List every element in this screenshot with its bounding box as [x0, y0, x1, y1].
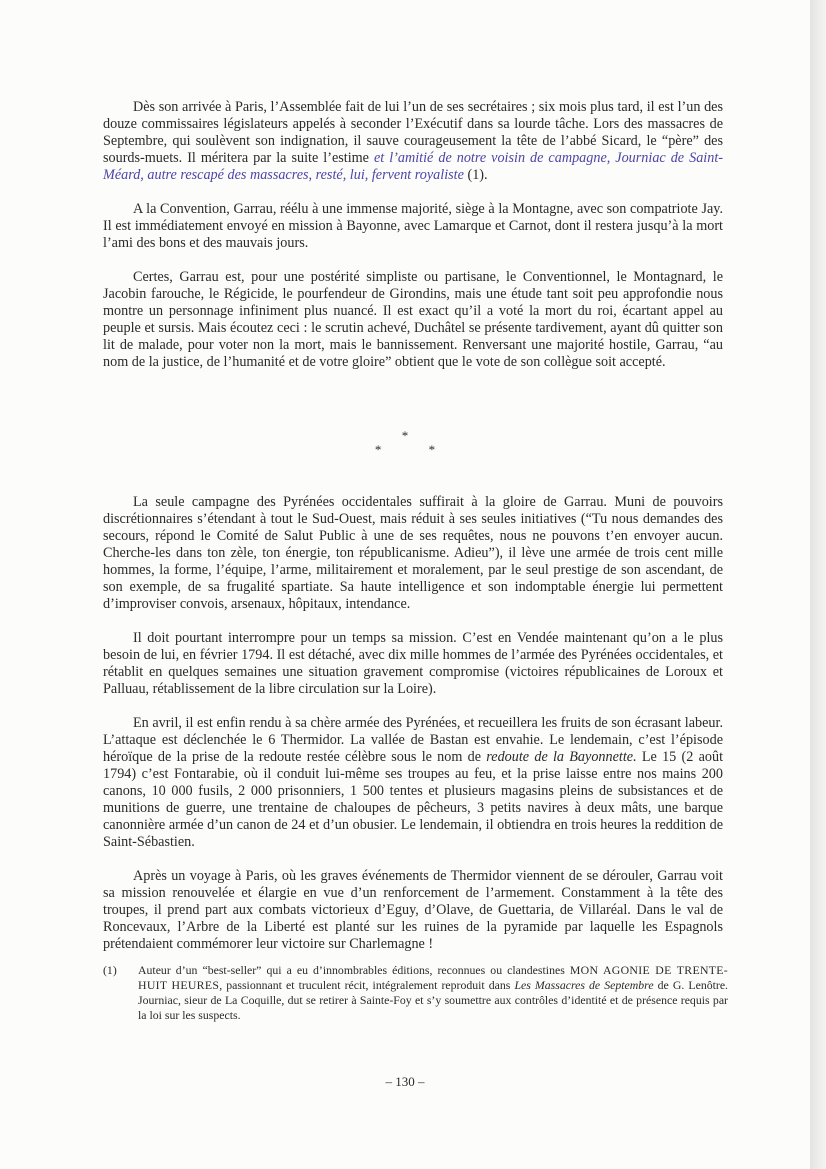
text-run: A la Convention, Garrau, réélu à une immense majorité, siège à la Montagne, avec son compatriote Jay. Il est immédiatement envoyé en mission à Bayonne, avec Lamarque et Carnot, dont il restera jusqu’à la mort l’ami des bons et des mauvais jours.: [103, 201, 723, 251]
text-run: et l’amitié de notre voisin de campagne, Journiac de Saint-Méard, autre rescapé des massacres, resté, lui, fervent royaliste: [103, 150, 723, 183]
body-text-bottom: [103, 494, 723, 953]
paragraph: [103, 269, 723, 371]
paragraph: [103, 868, 723, 953]
paragraph: [103, 715, 723, 851]
footnote-run: MON AGONIE DE TRENTE-HUIT HEURES: [138, 963, 729, 992]
text-run: Certes, Garrau est, pour une postérité simpliste ou partisane, le Conventionnel, le Montagnard, le Jacobin farouche, le Régicide, le pourfendeur de Girondins, mais une étude tant soit peu approfondie nous montre un personnage infiniment plus nuancé. Il est exact qu’il a voté la mort du roi, écartant appel au peuple et sursis. Mais écoutez ceci : le scrutin achevé, Duchâtel se présente tardivement, ayant dû quitter son lit de malade, pour voter non la mort, mais le bannissement. Renversant une majorité hostile, Garrau, “au nom de la justice, de l’humanité et de votre gloire” obtient que le vote de son collègue soit accepté.: [103, 269, 723, 370]
text-run: La seule campagne des Pyrénées occidentales suffirait à la gloire de Garrau. Muni de pouvoirs discrétionnaires s’étendant à tout le Sud-Ouest, mais réduit à ses seules initiatives (“Tu nous demandes des secours, répond le Comité de Salut Public à une de ses requêtes, nous ne pouvons t’en envoyer aucun. Cherche-les dans ton zèle, ton énergie, ton républicanisme. Adieu”), il lève une armée de trois cent mille hommes, la forme, l’équipe, l’arme, militairement et moralement, par le seul prestige de son ascendant, de son exemple, de sa frugalité spartiate. Sa haute intelligence et son indomptable énergie lui permettent d’improviser convois, arsenaux, hôpitaux, intendance.: [103, 494, 723, 612]
text-run: Après un voyage à Paris, où les graves événements de Thermidor viennent de se dérouler, Garrau voit sa mission renouvelée et élargie en vue d’un renforcement de l’armement. Constamment à la tête des troupes, il prend part aux combats victorieux d’Eguy, d’Olave, de Guettaria, de Villaréal. Dans le val de Roncevaux, l’Arbre de la Liberté est planté sur les ruines de la pyramide par laquelle les Espagnols prétendaient commémorer leur victoire sur Charlemagne !: [103, 868, 723, 952]
paragraph: [103, 201, 723, 252]
text-run: Dès son arrivée à Paris, l’Assemblée fait de lui l’un de ses secrétaires ; six mois plus tard, il est l’un des douze commissaires législateurs appelés à seconder l’Exécutif dans sa lourde tâche. Lors des massacres de Septembre, qui soulèvent son indignation, il sauve courageusement la tête de l’abbé Sicard, le “père” des sourds-muets. Il méritera par la suite l’estime: [103, 99, 723, 166]
paragraph: [103, 630, 723, 698]
footnote-text: [138, 963, 728, 1023]
page-edge: [810, 0, 826, 1169]
text-run: Le 15 (2 août 1794) c’est Fontarabie, où il conduit lui-même ses troupes au feu, et la prise laisse entre nos mains 200 canons, 10 000 fusils, 2 000 prisonniers, 1 500 tentes et plusieurs magasins pleins de subsistances et de munitions de guerre, une trentaine de chaloupes de pêcheurs, 3 petits navires à deux mâts, une barque canonnière armée d’un canon de 24 et d’un obusier. Le lendemain, il obtiendra en trois heures la reddition de Saint-Sébastien.: [103, 749, 724, 850]
separator-star-top: *: [401, 428, 409, 443]
text-run: En avril, il est enfin rendu à sa chère armée des Pyrénées, et recueillera les fruits de son écrasant labeur. L’attaque est déclenchée le 6 Thermidor. La vallée de Bastan est envahie. Le lendemain, c’est l’épisode héroïque de la prise de la redoute restée célèbre sous le nom de: [103, 715, 723, 765]
paragraph: [103, 494, 723, 613]
page-number: – 130 –: [385, 1074, 425, 1089]
paragraph: [103, 99, 723, 184]
body-text-top: [103, 99, 723, 371]
text-run: redoute de la Bayonnette.: [486, 749, 637, 765]
footnote-run: , passionnant et truculent récit, intégralement reproduit dans: [219, 978, 515, 992]
footnote-run: Les Massacres de Septembre: [514, 978, 654, 992]
text-run: (1).: [463, 167, 488, 183]
footnote: [103, 963, 728, 1023]
text-run: Il doit pourtant interrompre pour un temps sa mission. C’est en Vendée maintenant qu’on a le plus besoin de lui, en février 1794. Il est détaché, avec dix mille hommes de l’armée des Pyrénées occidentales, et rétablit en quelques semaines une situation gravement compromise (victoires républicaines de Loroux et Palluau, rétablissement de la libre circulation sur la Loire).: [103, 630, 723, 697]
footnote-run: Auteur d’un “best-seller” qui a eu d’innombrables éditions, reconnues ou clandestines: [138, 963, 570, 977]
separator-stars-bottom: * *: [374, 442, 458, 457]
footnote-number: (1): [103, 963, 117, 977]
section-separator: [0, 429, 810, 457]
footnote-run: de G. Lenôtre. Journiac, sieur de La Coquille, dut se retirer à Sainte-Foy et s’y soumettre aux contrôles d’identité et de présence requis par la loi sur les suspects.: [138, 978, 729, 1022]
